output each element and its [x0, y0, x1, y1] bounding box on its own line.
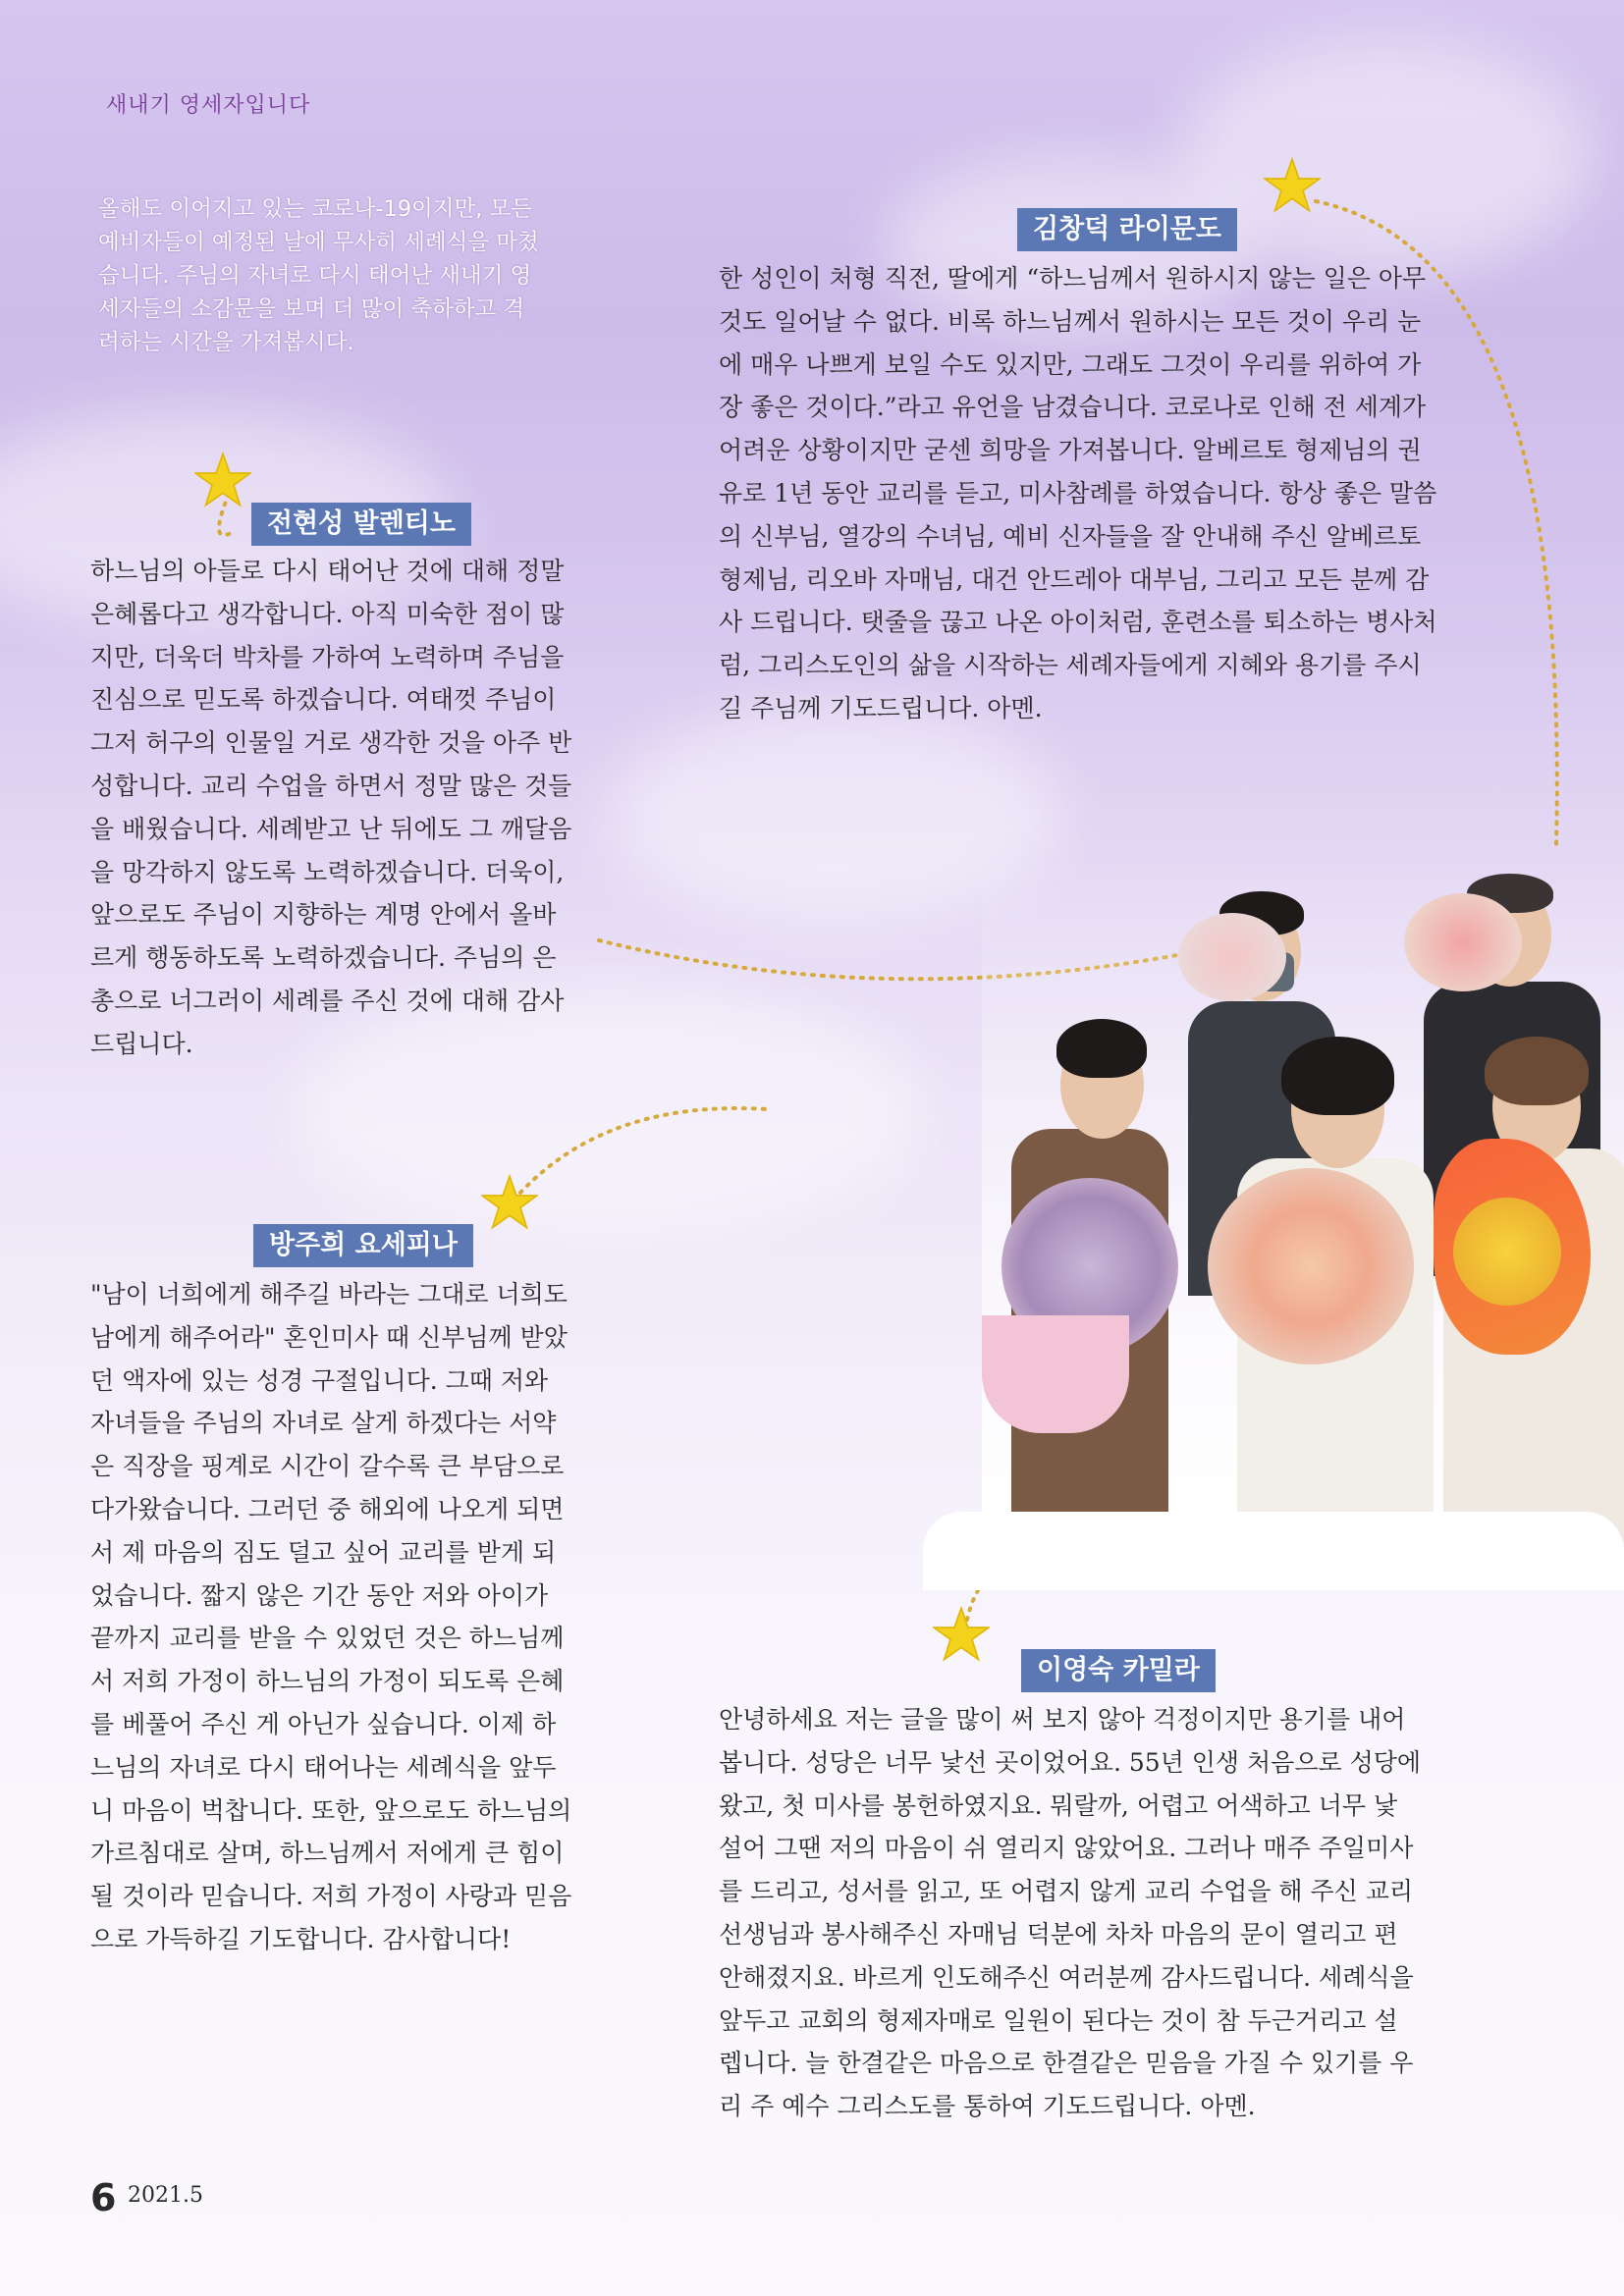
text-line: 의 신부님, 열강의 수녀님, 예비 신자들을 잘 안내해 주신 알베르토	[719, 521, 1422, 551]
bouquet	[982, 1315, 1129, 1433]
text-line: 봅니다. 성당은 너무 낯선 곳이었어요. 55년 인생 처음으로 성당에	[719, 1747, 1422, 1777]
text-line: 될 것이라 믿습니다. 저희 가정이 사랑과 믿음	[90, 1882, 572, 1911]
text-line: 앞두고 교회의 형제자매로 일원이 된다는 것이 참 두근거리고 설	[719, 2005, 1398, 2035]
text-line: 을 배웠습니다. 세례받고 난 뒤에도 그 깨달음	[90, 814, 572, 843]
text-line: 으로 가득하길 기도합니다. 감사합니다!	[90, 1924, 512, 1953]
text-line: 를 베풀어 주신 게 아닌가 싶습니다. 이제 하	[90, 1709, 557, 1738]
text-line: 은 직장을 핑계로 시간이 갈수록 큰 부담으로	[90, 1452, 565, 1481]
star-icon	[933, 1606, 990, 1663]
text-line: 끝까지 교리를 받을 수 있었던 것은 하느님께	[90, 1624, 565, 1653]
text-line: 유로 1년 동안 교리를 듣고, 미사참례를 하였습니다. 항상 좋은 말씀	[719, 478, 1437, 507]
text-line: 설어 그땐 저의 마음이 쉬 열리지 않았어요. 그러나 매주 주일미사	[719, 1834, 1414, 1863]
group-photo	[982, 854, 1624, 1541]
text-line: 진심으로 믿도록 하겠습니다. 여태껏 주님이	[90, 685, 557, 715]
text-line: 었습니다. 짧지 않은 기간 동안 저와 아이가	[90, 1580, 549, 1610]
text-line: 선생님과 봉사해주신 자매님 덕분에 차차 마음의 문이 열리고 편	[719, 1919, 1398, 1949]
text-line: 지만, 더욱더 박차를 가하여 노력하며 주님을	[90, 642, 565, 671]
text-line: 가르침대로 살며, 하느님께서 저에게 큰 힘이	[90, 1839, 565, 1868]
text-line: 형제님, 리오바 자매님, 대건 안드레아 대부님, 그리고 모든 분께 감	[719, 564, 1430, 594]
text-line: 왔고, 첫 미사를 봉헌하였지요. 뭐랄까, 어렵고 어색하고 너무 낯	[719, 1790, 1398, 1820]
text-line: 안해졌지요. 바르게 인도해주신 여러분께 감사드립니다. 세례식을	[719, 1962, 1414, 1992]
bouquet	[1178, 913, 1286, 1001]
text-line: 서 저희 가정이 하느님의 가정이 되도록 은혜	[90, 1667, 565, 1696]
text-line: 하느님의 아들로 다시 태어난 것에 대해 정말	[90, 557, 565, 585]
text-line: 한 성인이 처형 직전, 딸에게 “하느님께서 원하시지 않는 일은 아무	[719, 264, 1427, 293]
text-line: 남에게 해주어라" 혼인미사 때 신부님께 받았	[90, 1322, 568, 1352]
bouquet	[1208, 1168, 1414, 1364]
text-line: 던 액자에 있는 성경 구절입니다. 그때 저와	[90, 1365, 549, 1395]
text-line: 렙니다. 늘 한결같은 마음으로 한결같은 믿음을 가질 수 있기를 우	[719, 2049, 1414, 2078]
name-tag-lee: 이영숙 카밀라	[1021, 1649, 1216, 1692]
text-line: 길 주님께 기도드립니다. 아멘.	[719, 693, 1043, 722]
text-line: 에 매우 나쁘게 보일 수도 있지만, 그래도 그것이 우리를 위하여 가	[719, 349, 1422, 379]
bouquet	[1453, 1198, 1561, 1306]
text-line: 것도 일어날 수 없다. 비록 하느님께서 원하시는 모든 것이 우리 눈	[719, 306, 1422, 336]
text-line: 니 마음이 벅찹니다. 또한, 앞으로도 하느님의	[90, 1795, 572, 1825]
text-line: 어려운 상황이지만 굳센 희망을 가져봅니다. 알베르토 형제님의 권	[719, 436, 1422, 465]
intro-line: 려하는 시간을 가져봅시다.	[98, 330, 354, 355]
intro-line: 세자들의 소감문을 보며 더 많이 축하하고 격	[98, 296, 525, 322]
text-line: 장 좋은 것이다.”라고 유언을 남겼습니다. 코로나로 인해 전 세계가	[719, 393, 1427, 422]
text-line: 을 망각하지 않도록 노력하겠습니다. 더욱이,	[90, 857, 565, 886]
cloud-divider	[923, 1512, 1624, 1590]
text-line: 총으로 너그러이 세례를 주신 것에 대해 감사	[90, 986, 565, 1015]
testimony-kim	[719, 257, 1563, 730]
star-icon	[194, 452, 251, 508]
intro-line: 올해도 이어지고 있는 코로나-19이지만, 모든	[98, 196, 533, 222]
text-line: 은혜롭다고 생각합니다. 아직 미숙한 점이 많	[90, 599, 565, 628]
text-line: 다가왔습니다. 그러던 중 해외에 나오게 되면	[90, 1494, 565, 1523]
text-line: "남이 너희에게 해주길 바라는 그대로 너희도	[90, 1280, 568, 1308]
text-line: 안녕하세요 저는 글을 많이 써 보지 않아 걱정이지만 용기를 내어	[719, 1705, 1406, 1734]
star-icon	[1264, 157, 1321, 214]
text-line: 그저 허구의 인물일 거로 생각한 것을 아주 반	[90, 728, 572, 758]
testimony-lee	[719, 1698, 1563, 2128]
name-tag-bang: 방주희 요세피나	[253, 1224, 473, 1267]
page-number: 6	[90, 2176, 117, 2219]
text-line: 드립니다.	[90, 1029, 193, 1058]
text-line: 성합니다. 교리 수업을 하면서 정말 많은 것들	[90, 771, 572, 800]
testimony-jeon	[90, 550, 658, 1066]
intro-text	[98, 192, 668, 359]
name-tag-jeon: 전현성 발렌티노	[251, 503, 471, 546]
intro-line: 예비자들이 예정된 날에 무사히 세례식을 마쳤	[98, 230, 539, 255]
section-label: 새내기 영세자입니다	[106, 93, 311, 118]
text-line: 럼, 그리스도인의 삶을 시작하는 세례자들에게 지혜와 용기를 주시	[719, 651, 1422, 680]
text-line: 사 드립니다. 탯줄을 끊고 나온 아이처럼, 훈련소를 퇴소하는 병사처	[719, 608, 1437, 637]
text-line: 르게 행동하도록 노력하겠습니다. 주님의 은	[90, 943, 557, 973]
bouquet	[1404, 893, 1522, 991]
text-line: 를 드리고, 성서를 읽고, 또 어렵지 않게 교리 수업을 해 주신 교리	[719, 1877, 1414, 1906]
text-line: 서 제 마음의 짐도 덜고 싶어 교리를 받게 되	[90, 1537, 557, 1567]
name-tag-kim: 김창덕 라이문도	[1017, 208, 1237, 251]
text-line: 앞으로도 주님이 지향하는 계명 안에서 올바	[90, 900, 557, 930]
text-line: 자녀들을 주님의 자녀로 살게 하겠다는 서약	[90, 1409, 557, 1438]
issue-date: 2021.5	[128, 2183, 203, 2208]
testimony-bang	[90, 1273, 658, 1961]
text-line: 리 주 예수 그리스도를 통하여 기도드립니다. 아멘.	[719, 2092, 1256, 2121]
text-line: 느님의 자녀로 다시 태어나는 세례식을 앞두	[90, 1752, 557, 1782]
intro-line: 습니다. 주님의 자녀로 다시 태어난 새내기 영	[98, 263, 532, 289]
star-icon	[481, 1174, 538, 1231]
